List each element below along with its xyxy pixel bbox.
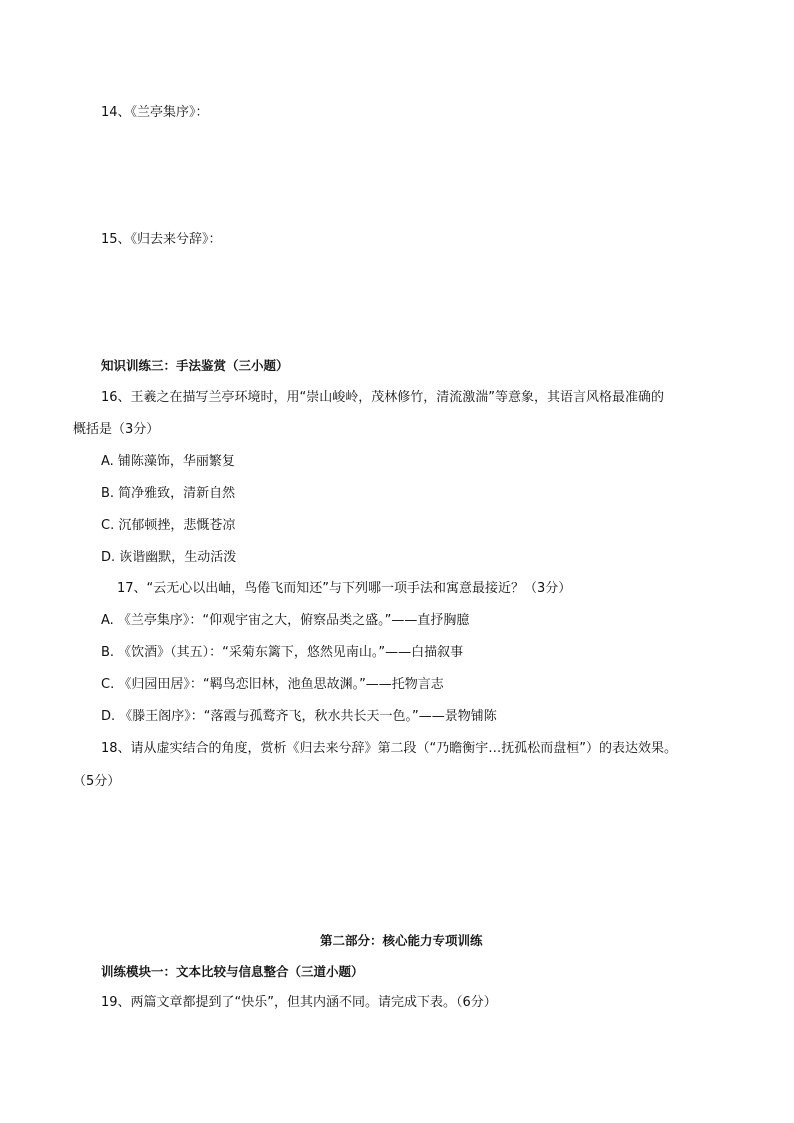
q16-stem-line2: 概括是（3分） [73,422,160,437]
q17-option-b: B. 《饮酒》（其五）：“采菊东篱下，悠然见南山。”——白描叙事 [101,645,464,660]
q17-option-c: C. 《归园田居》：“羁鸟恋旧林，池鱼思故渊。”——托物言志 [101,677,444,692]
q17-option-d: D. 《滕王阁序》：“落霞与孤鹜齐飞，秋水共长天一色。”——景物铺陈 [101,709,497,724]
q18-stem-line1: 18、请从虚实结合的角度，赏析《归去来兮辞》第二段（“乃瞻衡宇…抚孤松而盘桓”）的表达效果。 [101,741,678,756]
q17-stem: 17、“云无心以出岫，鸟倦飞而知还”与下列哪一项手法和寓意最接近？（3分） [117,581,572,596]
module1-heading: 训练模块一：文本比较与信息整合（三道小题） [101,964,364,979]
q14-label: 14、《兰亭集序》： [101,105,209,120]
q15-label: 15、《归去来兮辞》： [101,232,222,247]
part2-heading: 第二部分：核心能力专项训练 [320,933,483,948]
q16-option-d: D. 诙谐幽默，生动活泼 [101,550,237,565]
q19-stem: 19、两篇文章都提到了“快乐”，但其内涵不同。请完成下表。（6分） [101,995,497,1010]
q16-stem-line1: 16、王羲之在描写兰亭环境时，用“崇山峻岭，茂林修竹，清流激湍”等意象，其语言风格最准确的 [101,390,665,405]
q17-option-a: A. 《兰亭集序》：“仰观宇宙之大，俯察品类之盛。”——直抒胸臆 [101,613,470,628]
q16-option-b: B. 简净雅致，清新自然 [101,486,236,501]
q18-stem-line2: （5分） [73,774,121,789]
section3-heading: 知识训练三：手法鉴赏（三小题） [101,358,289,373]
q16-option-a: A. 铺陈藻饰，华丽繁复 [101,454,235,469]
q16-option-c: C. 沉郁顿挫，悲慨苍凉 [101,518,236,533]
